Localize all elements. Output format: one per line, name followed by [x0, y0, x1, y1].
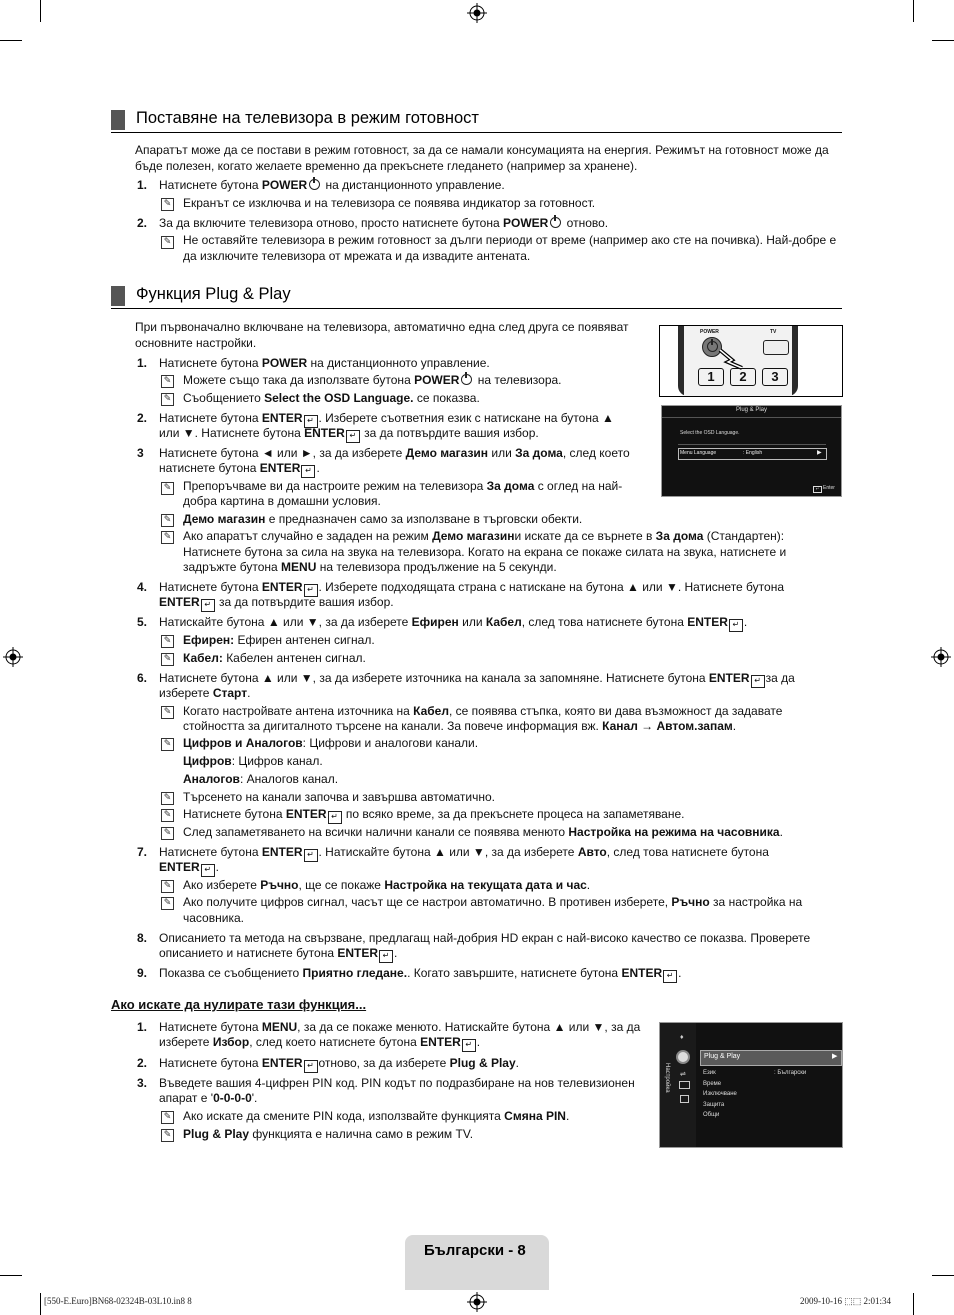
note-icon: ✎ — [161, 393, 174, 406]
text: След запаметяването на всички налични канали се появява менюто — [183, 825, 569, 839]
osd-highlight-row[interactable] — [700, 1050, 842, 1066]
step-number: 1. — [137, 178, 148, 192]
text: MENU — [281, 560, 317, 574]
text: За дома — [655, 529, 704, 543]
key-2[interactable]: 2 — [730, 368, 756, 386]
pnp-step-9 — [159, 966, 681, 983]
text: , след което — [562, 446, 630, 460]
pnp-note — [183, 704, 782, 720]
arrow-right-icon: ▶ — [832, 1053, 838, 1060]
menu-item-language[interactable]: Език — [703, 1070, 716, 1076]
step-number: 1. — [137, 1020, 148, 1034]
text: Авто — [577, 845, 607, 859]
text: Демо магазин — [405, 446, 489, 460]
text: Старт — [212, 686, 248, 700]
section-header-standby — [111, 110, 842, 133]
text: Настройка на режима на часовника — [568, 825, 780, 839]
press-arrow-icon — [718, 348, 752, 370]
text: ENTER — [259, 461, 301, 475]
text: Select the OSD Language. — [264, 391, 414, 405]
pnp-step-2-line2 — [159, 426, 539, 443]
menu-item-general[interactable]: Общи — [703, 1112, 720, 1118]
text: Кабел: — [183, 651, 223, 665]
text: . Изберете съответния език с натискане на бутона ▲ — [318, 411, 614, 425]
text: Цифров и Аналогов — [183, 736, 303, 750]
text: ENTER — [337, 946, 379, 960]
text: За дома — [515, 446, 563, 460]
text: натиснете бутона — [159, 461, 260, 475]
text: Натиснете бутона — [159, 1020, 262, 1034]
text: . — [515, 1056, 519, 1070]
text: или — [488, 446, 516, 460]
text: отново. — [563, 216, 609, 230]
enter-icon: ↵ — [813, 486, 822, 493]
text: Демо магазин — [183, 512, 266, 526]
crop-mark — [40, 1293, 41, 1315]
power-icon — [461, 374, 472, 385]
note-icon: ✎ — [161, 809, 174, 822]
text: POWER — [503, 216, 549, 230]
crop-mark — [932, 1275, 954, 1276]
row-label: Menu Language — [680, 450, 717, 456]
text: : Цифрови и аналогови канали. — [302, 736, 479, 750]
pnp-note-line2 — [183, 719, 736, 735]
menu-item-security[interactable]: Защита — [703, 1102, 725, 1108]
step-number: 6. — [137, 671, 148, 685]
text: отново, за да изберете — [318, 1056, 450, 1070]
text: на телевизора. — [474, 373, 562, 387]
power-label: POWER — [700, 329, 719, 335]
standby-intro: Апаратът може да се постави в режим готовност, за да се намали консумацията на енергия. Режимът на готовност може да бъде полезен, когато желаете временно да прекъснете гледането (например за хранене). — [135, 143, 829, 173]
text: Натиснете бутона ◄ или ►, за да изберете — [159, 446, 406, 460]
text: задръжте бутона — [183, 560, 282, 574]
text: За да включите телевизора отново, просто натиснете бутона — [159, 216, 503, 230]
pnp-step-8-line2 — [159, 946, 397, 963]
standby-step-1 — [159, 178, 505, 194]
text: POWER — [414, 373, 460, 387]
text: или — [458, 615, 486, 629]
enter-icon: ↵ — [729, 619, 743, 632]
pnp-note — [183, 878, 590, 894]
text: Натиснете бутона — [159, 1056, 262, 1070]
text: ENTER — [420, 1035, 461, 1049]
text: на дистанционното управление. — [322, 178, 505, 192]
text: Кабел — [413, 704, 449, 718]
text: . — [476, 1035, 481, 1049]
text: (Стандартен): — [703, 529, 785, 543]
standby-note-1: Екранът се изключва и на телевизора се появява индикатор за готовност. — [183, 196, 596, 210]
pnp-step-7 — [159, 845, 769, 862]
text: . — [743, 615, 748, 629]
text: Кабел — [485, 615, 522, 629]
pnp-step-5 — [159, 615, 747, 632]
reset-step-3-line2 — [159, 1091, 257, 1107]
pnp-note — [183, 479, 622, 495]
enter-icon: ↵ — [304, 849, 318, 862]
text: на телевизора продължение на 5 секунди. — [316, 560, 557, 574]
file-info: [550-E.Euro]BN68-02324B-03L10.in8 8 — [44, 1296, 192, 1306]
reset-note — [183, 1127, 473, 1143]
text: Plug & Play — [183, 1127, 250, 1141]
text: Смяна PIN — [504, 1109, 566, 1123]
note-icon: ✎ — [161, 653, 174, 666]
osd-language-row[interactable] — [678, 448, 827, 460]
pnp-note — [183, 651, 366, 667]
step-number: 2. — [137, 411, 148, 425]
text: Можете също така да използвате бутона — [183, 373, 415, 387]
text: Ако получите цифров сигнал, часът ще се настрои автоматично. В противен изберете, — [183, 895, 672, 909]
text: Натиснете бутона — [159, 178, 262, 192]
text: Ефирен — [411, 615, 459, 629]
text: ENTER — [261, 411, 303, 425]
note-icon: ✎ — [161, 375, 174, 388]
text: стойността за дигиталното търсене на канали. За повече информация вж. — [183, 719, 603, 733]
step-number: 5. — [137, 615, 148, 629]
text: ENTER — [285, 807, 327, 821]
text: , след това натиснете бутона — [521, 615, 688, 629]
input-icon — [679, 1081, 690, 1089]
note-icon: ✎ — [161, 635, 174, 648]
osd-rule — [678, 444, 826, 445]
reset-note — [183, 1109, 569, 1125]
text: , за да се покаже менюто. Натискайте бутона ▲ или ▼, за да — [297, 1020, 641, 1034]
text: . Когато завършите, натиснете бутона — [407, 966, 622, 980]
crop-mark — [0, 1275, 22, 1276]
text: → — [637, 719, 657, 733]
note-icon: ✎ — [161, 531, 174, 544]
text: ENTER — [159, 595, 200, 609]
text: е предназначен само за използване в търговски обекти. — [265, 512, 583, 526]
text: Ефирен: — [183, 633, 235, 647]
pnp-step-3-line2 — [159, 461, 320, 478]
pnp-note — [183, 825, 783, 841]
text: : Цифров канал. — [231, 754, 323, 768]
enter-icon: ↵ — [462, 1039, 476, 1052]
text: ENTER — [261, 1056, 303, 1070]
text: . — [586, 878, 591, 892]
pnp-step-3 — [159, 446, 630, 462]
text: . Изберете подходящата страна с натискане на бутона ▲ или ▼. Натиснете бутона — [318, 580, 785, 594]
enter-icon: ↵ — [346, 430, 360, 443]
step-number: 1. — [137, 356, 148, 370]
text: Канал — [602, 719, 638, 733]
text: Демо магазин — [432, 529, 515, 543]
step-number: 4. — [137, 580, 148, 594]
osd-title: Plug & Play — [735, 407, 768, 413]
text: . Натискайте бутона ▲ или ▼, за да изберете — [318, 845, 578, 859]
text: POWER — [261, 356, 308, 370]
text: . — [394, 946, 398, 960]
text: ENTER — [304, 426, 345, 440]
registration-mark-icon — [931, 647, 951, 667]
pnp-note — [183, 807, 685, 824]
standby-step-2 — [159, 216, 608, 232]
pnp-note-line2: Натиснете бутона за сила на звука на телевизора. Когато на екрана се покаже силата на звука, натиснете и — [183, 545, 787, 559]
enter-icon: ↵ — [663, 970, 677, 983]
crop-mark — [932, 40, 954, 41]
note-icon: ✎ — [161, 236, 174, 249]
pnp-note — [183, 512, 582, 528]
text: Ръчно — [671, 895, 710, 909]
arrow-right-icon: ▶ — [817, 450, 822, 456]
text: Когато настройвате антена източника на — [183, 704, 414, 718]
pnp-step-6 — [159, 671, 795, 688]
text: Кабелен антенен сигнал. — [222, 651, 366, 665]
text: , след това натиснете бутона — [606, 845, 769, 859]
pnp-note — [183, 391, 480, 407]
osd-title-rule — [662, 417, 841, 418]
text: апарат е ' — [159, 1091, 214, 1105]
pnp-step-8: Описанието та метода на свързване, предлагащ най-добрия HD екран с най-високо качество се показва. Проверете — [159, 931, 811, 945]
settings-gear-icon — [676, 1050, 690, 1064]
registration-mark-icon — [3, 647, 23, 667]
text: Приятно гледане. — [302, 966, 408, 980]
section-title: Поставяне на телевизора в режим готовност — [136, 109, 479, 127]
text: за да — [765, 671, 795, 685]
menu-item-off[interactable]: Изключване — [703, 1091, 737, 1097]
pnp-note — [183, 633, 375, 649]
crop-mark — [913, 1293, 914, 1315]
note-icon: ✎ — [161, 1111, 174, 1124]
standby-note-2: Не оставяйте телевизора в режим готовност за дълги периоди от време (например ако сте на почивка). Най-добре е да изключите телевизора от мрежата и да извадите антената. — [183, 233, 837, 263]
crop-mark — [0, 40, 22, 41]
text: Натиснете бутона ▲ или ▼, за да изберете източника на канала за запомняне. Натиснете бутона — [159, 671, 709, 685]
tv-label: TV — [770, 329, 777, 335]
text: MENU — [261, 1020, 298, 1034]
text: , ще се покаже — [298, 878, 385, 892]
section-bar — [111, 110, 125, 130]
remote-illustration — [659, 325, 843, 397]
note-icon: ✎ — [161, 1129, 174, 1142]
text: Натиснете бутона — [159, 845, 262, 859]
osd-enter-hint — [812, 485, 835, 493]
text: . — [678, 966, 682, 980]
pnp-note-line2: добра картина в домашни условия. — [183, 494, 381, 508]
note-icon: ✎ — [161, 198, 174, 211]
note-icon: ✎ — [161, 738, 174, 751]
text: ENTER — [708, 671, 750, 685]
text: Ръчно — [260, 878, 299, 892]
enter-icon: ↵ — [304, 415, 318, 428]
text: с оглед на най- — [534, 479, 623, 493]
text: 0-0-0-0 — [213, 1091, 252, 1105]
power-icon — [707, 341, 718, 352]
enter-icon: ↵ — [328, 811, 342, 824]
pnp-note — [183, 529, 784, 545]
text: . — [215, 860, 220, 874]
text: Натискайте бутона ▲ или ▼, за да изберете — [159, 615, 412, 629]
step-number: 2. — [137, 1056, 148, 1070]
pnp-step-6-line2 — [159, 686, 250, 702]
text: ENTER — [687, 615, 728, 629]
pnp-note-line3 — [183, 560, 557, 576]
text: . — [779, 825, 783, 839]
page-number: Български - 8 — [424, 1242, 526, 1259]
enter-icon: ↵ — [201, 599, 215, 612]
step-number: 8. — [137, 931, 148, 945]
power-icon — [309, 179, 320, 190]
enter-icon: ↵ — [379, 950, 393, 963]
row-value: : English — [743, 450, 763, 456]
step-number: 2. — [137, 216, 148, 230]
text: Препоръчваме ви да настроите режим на телевизора — [183, 479, 487, 493]
pnp-note-line2: часовника. — [183, 911, 244, 925]
text: ENTER — [261, 580, 303, 594]
menu-item-language-value: : Български — [774, 1070, 807, 1076]
text: Автом.запам — [656, 719, 733, 733]
text: : Аналогов канал. — [239, 772, 339, 786]
sound-icon: ⇌ — [680, 1071, 686, 1078]
enter-icon: ↵ — [304, 1060, 318, 1073]
enter-icon: ↵ — [304, 584, 318, 597]
text: Показва се съобщението — [159, 966, 303, 980]
text: Настройка на текущата дата и час — [384, 878, 587, 892]
text: Натиснете бутона — [159, 580, 262, 594]
section-header-plug-and-play — [111, 286, 842, 309]
registration-mark-icon — [467, 1292, 487, 1312]
plug-play-intro: При първоначално включване на телевизора, автоматично една след друга се появяват основните настройки. — [135, 320, 629, 350]
text: Натиснете бутона — [159, 356, 262, 370]
text: Избор — [212, 1035, 250, 1049]
app-icon — [680, 1095, 689, 1103]
text: функцията е налична само в режим TV. — [249, 1127, 474, 1141]
text: за да потвърдите вашия избор. — [360, 426, 539, 440]
text: ENTER — [621, 966, 663, 980]
pnp-note: Търсенето на канали започва и завършва автоматично. — [183, 790, 495, 804]
text: и искате да се върнете в — [514, 529, 656, 543]
text: . — [565, 1109, 570, 1123]
step-number: 9. — [137, 966, 148, 980]
reset-step-1-line2 — [159, 1035, 480, 1052]
row-label: Plug & Play — [704, 1053, 741, 1060]
text: За дома — [486, 479, 535, 493]
text: '. — [251, 1091, 258, 1105]
text: изберете — [159, 686, 213, 700]
text: Аналогов — [183, 772, 240, 786]
text: изберете — [159, 1035, 213, 1049]
enter-icon: ↵ — [751, 675, 765, 688]
text: POWER — [261, 178, 308, 192]
text: , след което натиснете бутона — [249, 1035, 421, 1049]
text: Enter — [823, 485, 835, 491]
note-icon: ✎ — [161, 880, 174, 893]
picture-icon: ♦ — [680, 1034, 684, 1041]
text: Ако искате да смените PIN кода, използвайте функцията — [183, 1109, 505, 1123]
text: , се появява стъпка, която ви дава възможност да задавате — [448, 704, 783, 718]
power-icon — [550, 217, 561, 228]
note-icon: ✎ — [161, 897, 174, 910]
osd-prompt: Select the OSD Language. — [680, 430, 740, 436]
pnp-note — [183, 895, 802, 911]
section-bar — [111, 286, 125, 306]
step-number: 7. — [137, 845, 148, 859]
step-number: 3 — [137, 446, 144, 460]
note-icon: ✎ — [161, 482, 174, 495]
enter-icon: ↵ — [201, 864, 215, 877]
pnp-note-sub — [183, 754, 323, 770]
pnp-note — [183, 373, 562, 389]
text: Натиснете бутона — [159, 411, 262, 425]
tv-button[interactable] — [763, 340, 789, 355]
text: за настройка на — [709, 895, 803, 909]
text: на дистанционното управление. — [307, 356, 490, 370]
text: Натиснете бутона — [183, 807, 286, 821]
pnp-step-1 — [159, 356, 490, 372]
text: ENTER — [159, 860, 200, 874]
text: по всяко време, за да прекъснете процеса на запаметяване. — [342, 807, 685, 821]
text: се показва. — [413, 391, 480, 405]
text: . — [247, 686, 251, 700]
note-icon: ✎ — [161, 514, 174, 527]
text: описанието и натиснете бутона — [159, 946, 338, 960]
text: Ефирен антенен сигнал. — [234, 633, 375, 647]
osd-plug-and-play — [661, 405, 842, 497]
reset-step-3: Въведете вашия 4-цифрен PIN код. PIN кодът по подразбиране на нов телевизионен — [159, 1076, 635, 1090]
enter-icon: ↵ — [301, 465, 315, 478]
text: Ако апаратът случайно е зададен на режим — [183, 529, 433, 543]
pnp-note — [183, 736, 478, 752]
text: Plug & Play — [449, 1056, 516, 1070]
osd-setup-menu — [659, 1022, 843, 1148]
step-number: 3. — [137, 1076, 148, 1090]
pnp-note-sub — [183, 772, 338, 788]
text: . — [316, 461, 320, 475]
print-date: 2009-10-16 ⬚⬚ 2:01:34 — [800, 1296, 892, 1306]
reset-step-1 — [159, 1020, 640, 1036]
text: за да потвърдите вашия избор. — [215, 595, 394, 609]
note-icon: ✎ — [161, 792, 174, 805]
text: ENTER — [261, 845, 303, 859]
text: Ако изберете — [183, 878, 261, 892]
text: или ▼. Натиснете бутона — [159, 426, 305, 440]
text: . — [732, 719, 737, 733]
text: Цифров — [183, 754, 232, 768]
pnp-step-4-line2 — [159, 595, 394, 612]
menu-item-time[interactable]: Време — [703, 1081, 722, 1087]
section-title: Функция Plug & Play — [136, 285, 291, 303]
note-icon: ✎ — [161, 827, 174, 840]
text: Съобщението — [183, 391, 265, 405]
reset-subheading: Ако искате да нулирате тази функция... — [111, 997, 367, 1012]
note-icon: ✎ — [161, 706, 174, 719]
osd-side-label: Настройка — [664, 1063, 670, 1093]
pnp-step-7-line2 — [159, 860, 219, 877]
reset-step-2 — [159, 1056, 519, 1073]
key-1[interactable]: 1 — [698, 368, 724, 386]
key-3[interactable]: 3 — [762, 368, 788, 386]
crop-mark — [40, 0, 41, 22]
registration-mark-icon — [467, 3, 487, 23]
crop-mark — [913, 0, 914, 22]
